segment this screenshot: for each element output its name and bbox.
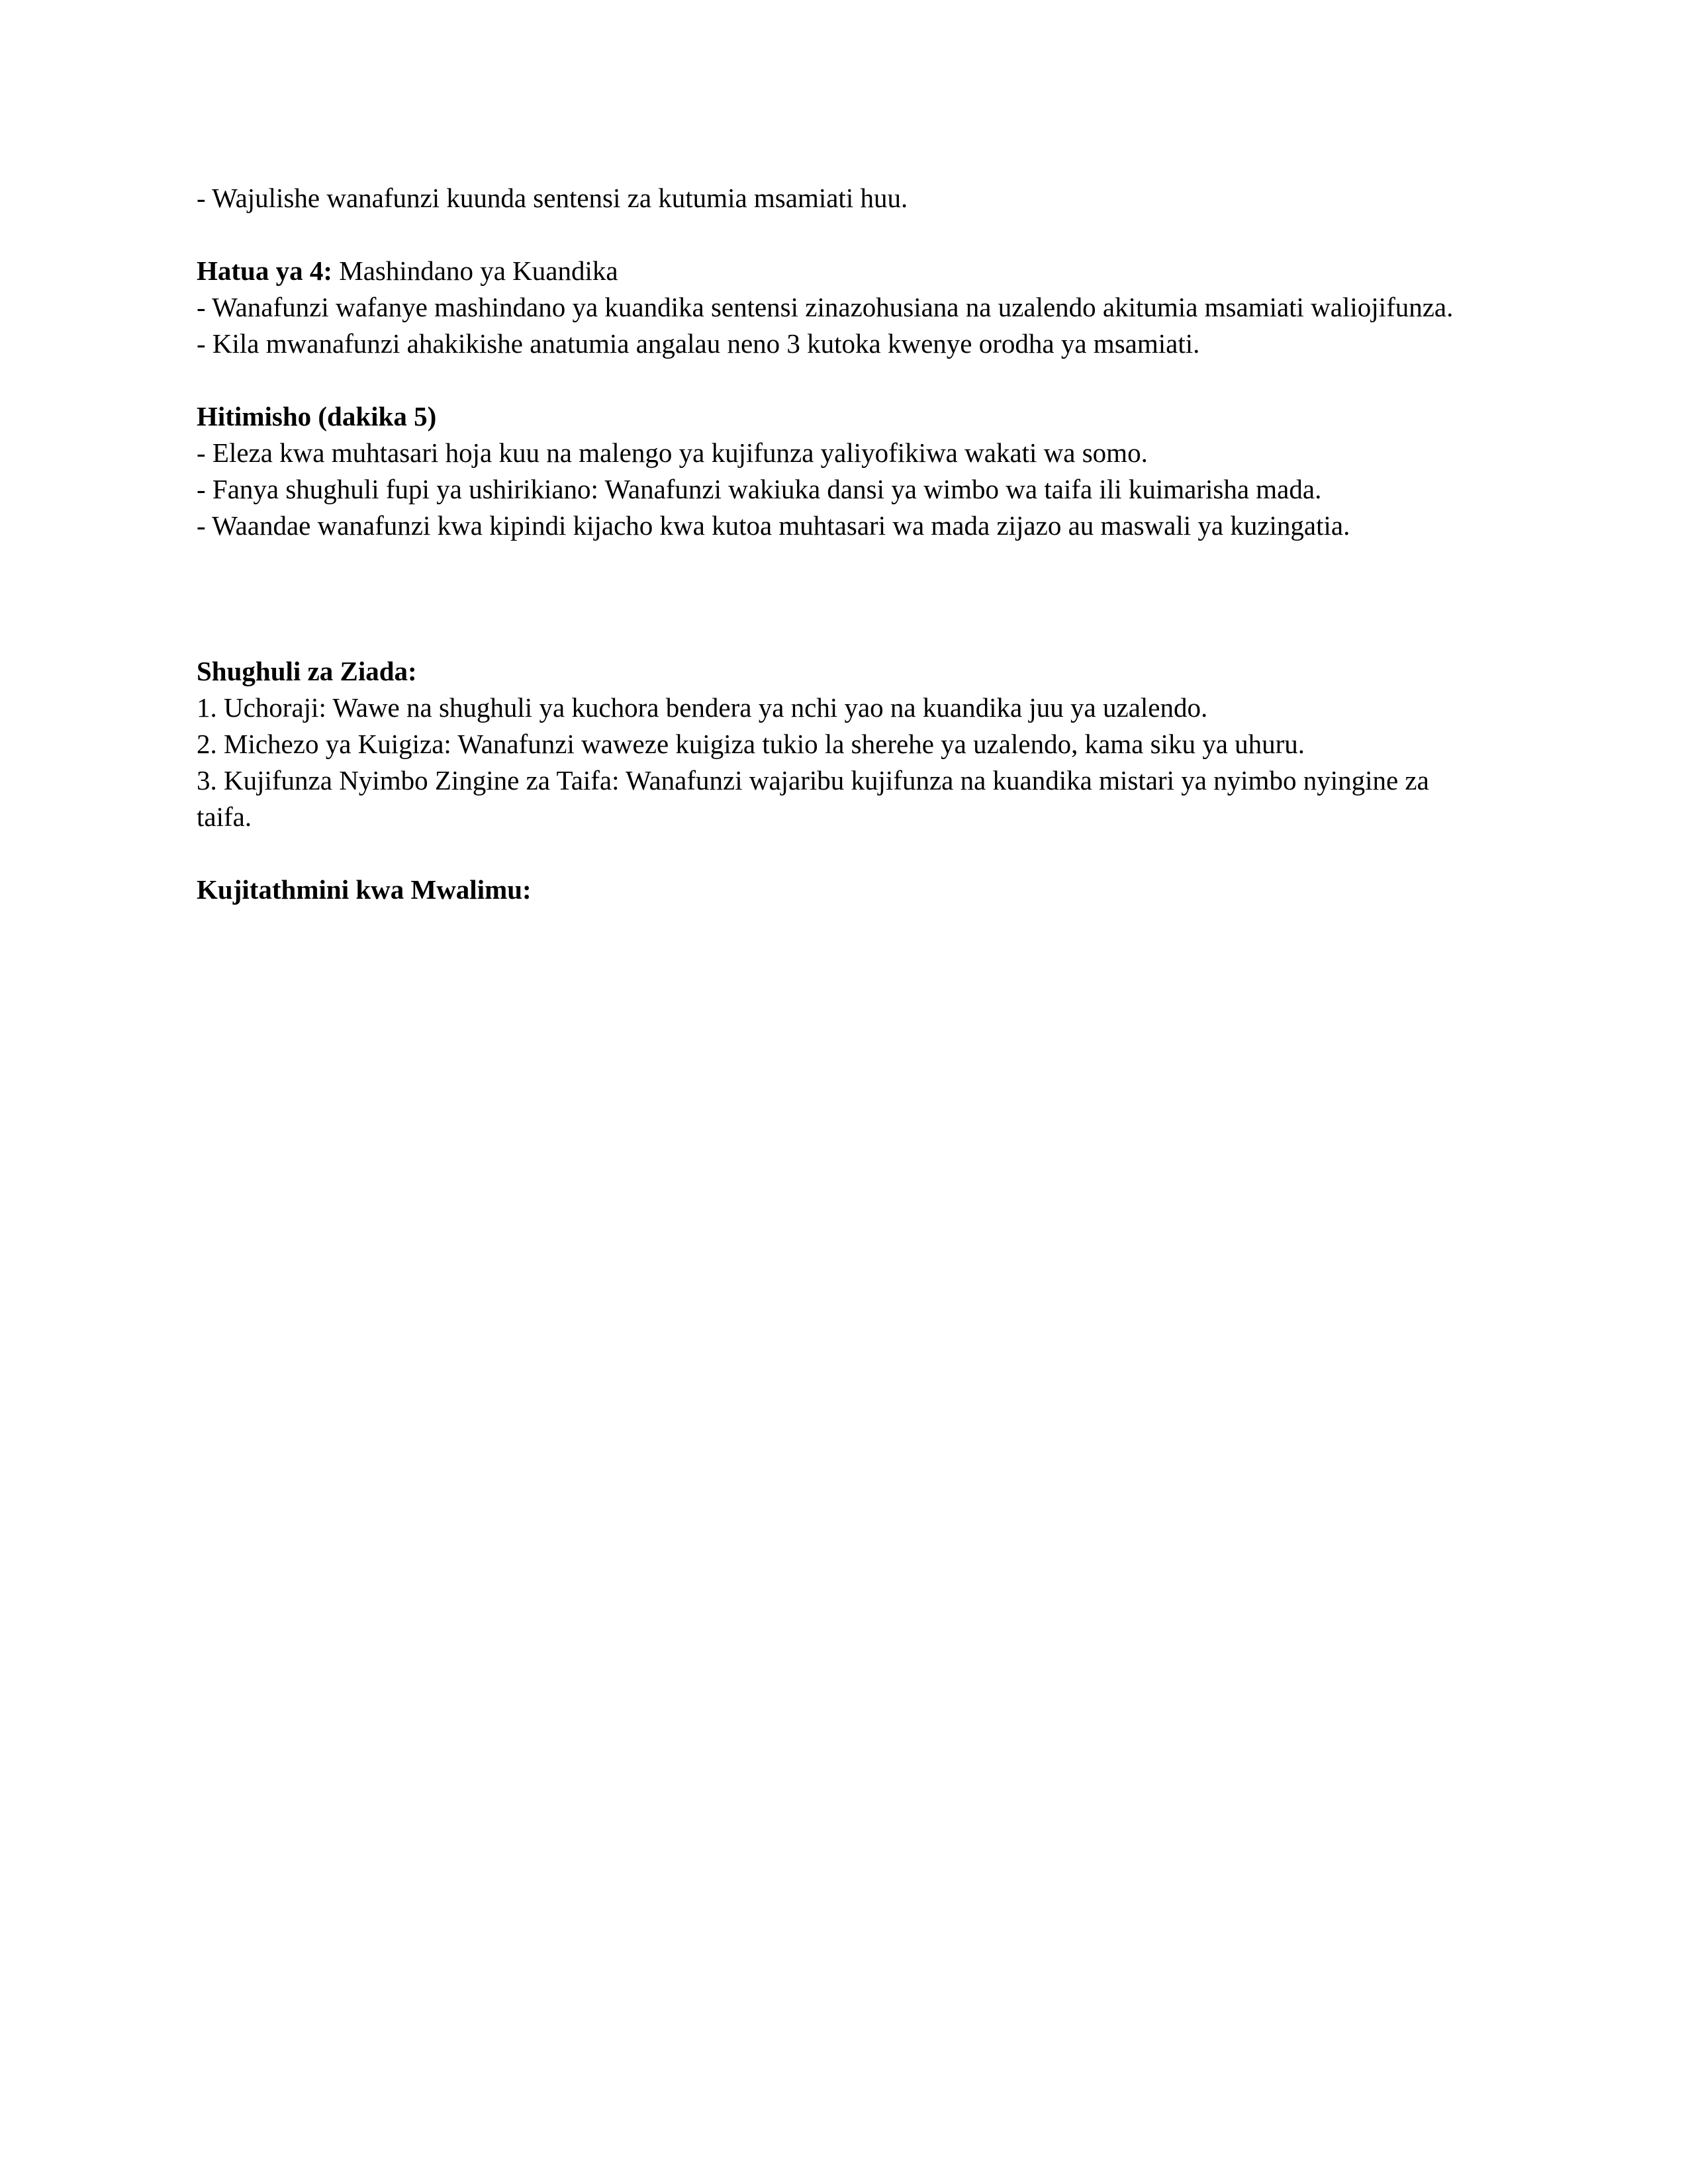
paragraph-waandae-wanafunzi: - Waandae wanafunzi kwa kipindi kijacho kwa kutoa muhtasari wa mada zijazo au maswali ya kuzingatia.: [197, 510, 1350, 541]
paragraph-spacer: [197, 362, 1491, 398]
paragraph-spacer: [197, 835, 1491, 872]
paragraph-kila-mwanafunzi: - Kila mwanafunzi ahakikishe anatumia angalau neno 3 kutoka kwenye orodha ya msamiati.: [197, 328, 1200, 359]
paragraph-fanya-shughuli: - Fanya shughuli fupi ya ushirikiano: Wanafunzi wakiuka dansi ya wimbo wa taifa ili kuimarisha mada.: [197, 474, 1322, 504]
heading-hatua-ya-4: [197, 253, 1491, 289]
hatua-ya-4-subtitle: Mashindano ya Kuandika: [332, 255, 618, 286]
paragraph-spacer: [197, 544, 1491, 653]
document-text-column: [197, 180, 1491, 908]
heading-kujitathmini-kwa-mwalimu: Kujitathmini kwa Mwalimu:: [197, 874, 532, 905]
list-item-kujifunza-nyimbo: 3. Kujifunza Nyimbo Zingine za Taifa: Wanafunzi wajaribu kujifunza na kuandika mistari ya nyimbo nyingine za taifa.: [197, 765, 1429, 832]
paragraph-spacer: [197, 216, 1491, 253]
heading-hitimisho: Hitimisho (dakika 5): [197, 401, 437, 432]
paragraph-eleza-kwa-muhtasari: - Eleza kwa muhtasari hoja kuu na malengo ya kujifunza yaliyofikiwa wakati wa somo.: [197, 437, 1148, 468]
heading-shughuli-za-ziada: Shughuli za Ziada:: [197, 656, 417, 686]
list-item-uchoraji: 1. Uchoraji: Wawe na shughuli ya kuchora bendera ya nchi yao na kuandika juu ya uzalendo.: [197, 692, 1208, 723]
hatua-ya-4-label: Hatua ya 4:: [197, 255, 332, 286]
list-item-michezo-ya-kuigiza: 2. Michezo ya Kuigiza: Wanafunzi waweze kuigiza tukio la sherehe ya uzalendo, kama siku ya uhuru.: [197, 729, 1305, 759]
paragraph-wajulishe: - Wajulishe wanafunzi kuunda sentensi za kutumia msamiati huu.: [197, 183, 908, 213]
paragraph-wanafunzi-wafanye: - Wanafunzi wafanye mashindano ya kuandika sentensi zinazohusiana na uzalendo akitumia msamiati waliojifunza.: [197, 292, 1454, 322]
